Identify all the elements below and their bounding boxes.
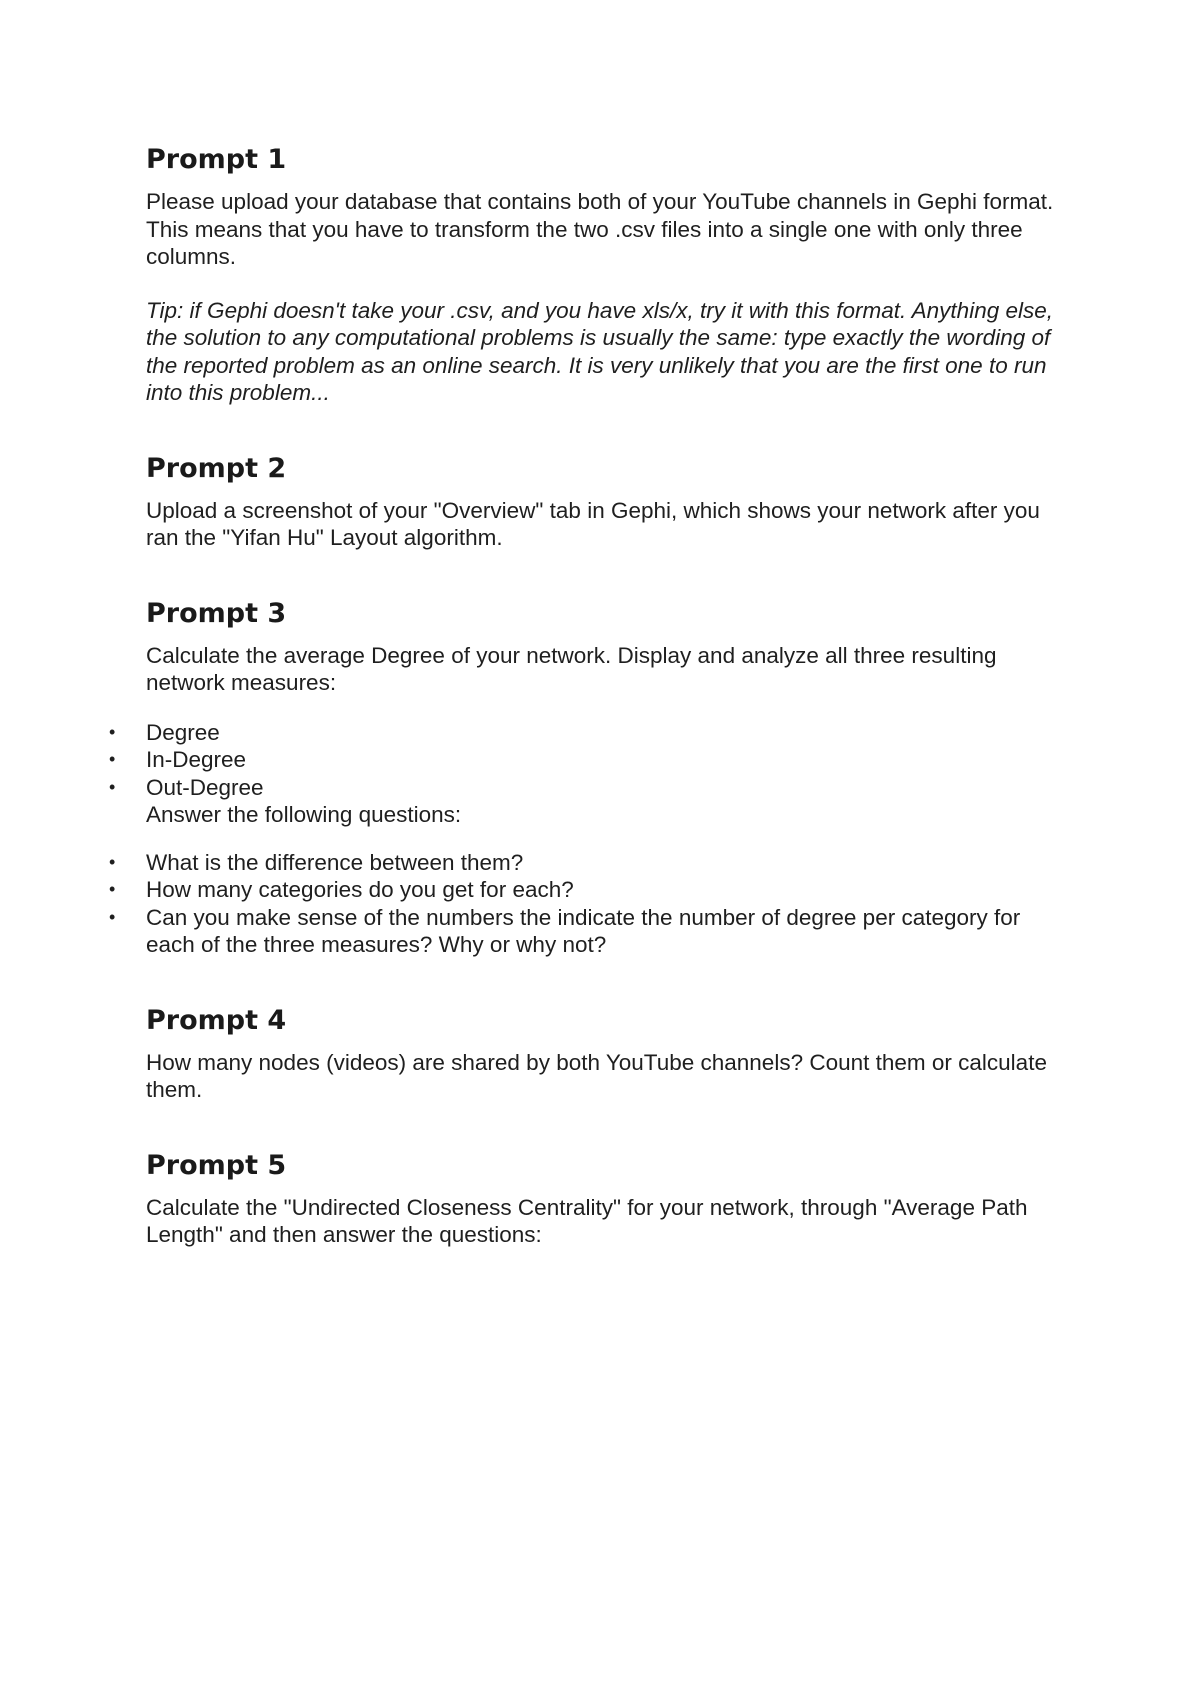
list-item: • In-Degree [109, 747, 247, 772]
list-item: • How many categories do you get for each? [109, 877, 574, 902]
prompt-1-heading: Prompt 1 [146, 144, 287, 175]
bullet-icon: • [109, 721, 116, 742]
questions-intro: Answer the following questions: [146, 802, 462, 827]
prompt-5-section [146, 1146, 1066, 1249]
prompt-3-section [109, 594, 1066, 959]
questions-list [109, 849, 1066, 959]
list-item: • Out-Degree [109, 774, 264, 800]
prompt-2-body: Upload a screenshot of your "Overview" tab in Gephi, which shows your network after you ran the "Yifan Hu" Layout algorithm. [146, 497, 1040, 550]
measures-list [109, 719, 1066, 802]
prompt-1-tip: Tip: if Gephi doesn't take your .csv, and you have xls/x, try it with this format. Anything else, the solution to any computational problems is usually the same: type exactly the wording of the reported problem as an online search. It is very unlikely that you are the first one to run into this problem... [146, 297, 1053, 405]
prompt-4-section [146, 1001, 1066, 1104]
prompt-2-section [146, 449, 1066, 552]
prompt-4-heading: Prompt 4 [146, 1004, 287, 1036]
list-item: • Can you make sense of the numbers the indicate the number of degree per category for each of the three measures? Why or why not? [109, 904, 1021, 957]
prompt-5-body: Calculate the "Undirected Closeness Centrality" for your network, through "Average Path Length" and then answer the questions: [146, 1194, 1028, 1247]
bullet-icon: • [109, 749, 116, 769]
bullet-icon: • [109, 851, 116, 872]
bullet-icon: • [109, 776, 116, 797]
prompt-3-heading: Prompt 3 [146, 597, 287, 629]
list-item: • Degree [109, 719, 220, 745]
prompt-1-body: Please upload your database that contains both of your YouTube channels in Gephi format. This means that you have to transform the two .csv files into a single one with only three columns. [146, 189, 1054, 269]
prompt-5-heading: Prompt 5 [146, 1149, 287, 1181]
prompt-2-heading: Prompt 2 [146, 452, 287, 484]
prompt-4-body: How many nodes (videos) are shared by both YouTube channels? Count them or calculate them. [146, 1049, 1047, 1102]
prompt-3-body: Calculate the average Degree of your network. Display and analyze all three resulting network measures: [146, 642, 997, 695]
bullet-icon: • [109, 879, 116, 899]
prompt-1-section [146, 140, 1066, 407]
bullet-icon: • [109, 906, 116, 927]
list-item: • What is the difference between them? [109, 849, 524, 875]
document-page [109, 140, 1066, 1291]
